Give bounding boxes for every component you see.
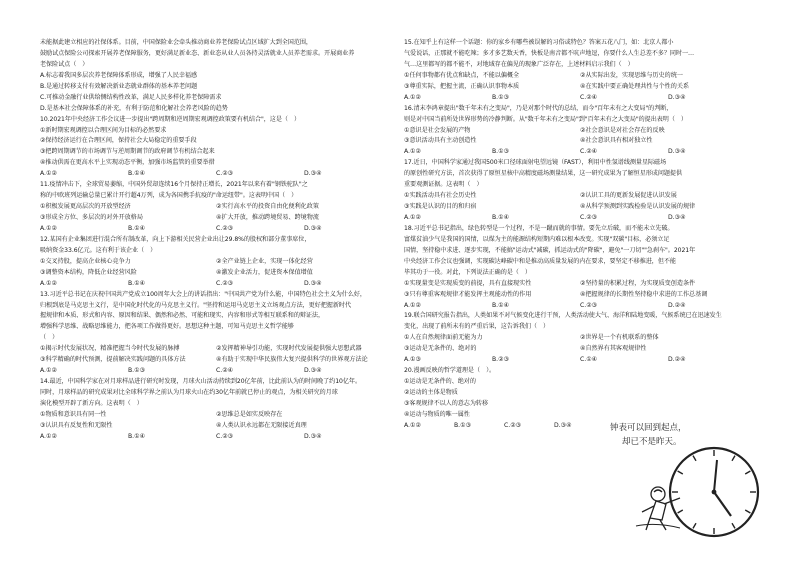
left-column <box>40 38 392 443</box>
choice: D.③④ <box>554 421 572 429</box>
statement: ②全产业链上企业，实现一体化经营 <box>216 257 313 265</box>
statement: ②世界是一个有机联系的整体 <box>580 334 659 342</box>
statement: ③尊重实际，把握主流，正确认识事物本质 <box>404 82 520 90</box>
statement: ③客观规律不以人的意志为转移 <box>404 399 488 407</box>
text-line: 气…这里都写的都不能不，对地域存在偏见的现象广泛存在，上述材料启示我们（ ） <box>404 60 634 68</box>
text-line: 富煤贫油少气是我国的国情，以煤为主的能源结构短期内难以根本改变。实现"双碳"目标，必须立足 <box>404 235 670 243</box>
q13-statements <box>40 355 392 366</box>
choice: D.③④ <box>304 432 322 440</box>
q10-options <box>40 169 392 180</box>
q14-statements <box>40 410 392 421</box>
question-19: 19.联合国研究报告指出，人类如果不对气候变化进行干预，人类活动使大气、海洋和陆地变暖，气候系统已在迅速发生 <box>404 312 722 320</box>
statement: ②发挥精神导引功能，实现时代发展提供强大思想武器 <box>216 345 362 353</box>
choice: A.①② <box>40 224 57 232</box>
text-line: 重要观测证据。这表明（ ） <box>404 181 483 189</box>
statement: ①物质和意识具有同一性 <box>40 410 107 418</box>
choice: A.①② <box>404 93 421 101</box>
question-10: 10.2021年中央经济工作会议进一步提出"跨周期和逆周期宏观调控政策要有机结合"，这是（ ） <box>40 115 301 123</box>
question-16: 16.清末李鸿章提出"数千年未有之变局"，乃是对那个时代的总结，而今"百年未有之大变局"的判断， <box>404 104 673 112</box>
choice: B.①④ <box>492 301 510 309</box>
statement: ③认识具有反复性和无限性 <box>40 421 113 429</box>
text-line: 变化，出现了前所未有的严重后果，这告诉我们（ ） <box>404 323 550 331</box>
statement: ④自然界有其客观规律性 <box>580 345 647 353</box>
choice: B.①③ <box>492 93 510 101</box>
q19-options <box>404 355 756 366</box>
statement: ①人在自然规律面前无能为力 <box>404 334 483 342</box>
statement: ④人类认识永远都在无限接近真理 <box>216 421 307 429</box>
choice: C.①④ <box>580 356 598 364</box>
choice: A.①② <box>40 170 57 178</box>
text-line: 同时，月球样品的研究成果对比全球科学界之前认为月球火山在约30亿年前就已停止的观点，为相关研究的月球 <box>40 389 338 396</box>
choice: C.②③ <box>216 224 234 232</box>
text-line: （ ） <box>40 334 59 342</box>
right-column <box>404 38 756 432</box>
option-a: A.标志着我国多层次养老保障体系形成，增强了人民幸福感 <box>40 71 197 79</box>
question-20: 20.漫画反映的哲学道理是（ ）。 <box>404 367 496 375</box>
question-14: 14.最近，中国科学家在对月球样品进行研究时发现，月球火山活动持续到20亿年前，比此前认为的时间晚了约10亿年。 <box>40 378 361 386</box>
question-13: 13.习近平总书记在庆祝中国共产党成立100周年大会上的讲话指出："中国共产党为什么能，中国特色社会主义为什么好， <box>40 290 366 298</box>
cartoon <box>596 418 776 538</box>
statement: ③把跨周期调节的市场调节与逆周期调节的政府调节有机结合起来 <box>40 148 215 156</box>
q19-statements <box>404 333 756 344</box>
cartoon-caption-line2: 却已不是昨天。 <box>622 437 682 447</box>
statement: ②运动的主体是物质 <box>404 389 458 396</box>
choice: B.①④ <box>128 170 146 178</box>
choice: A.①② <box>404 214 421 221</box>
text-line: 未能据此建立相应的社保体系。目前，中国保险业会牵头推动商业养老保险试点区域扩大到全国范围， <box>40 39 312 46</box>
statement: ④把握规律的长期性坚持稳中求进的工作总基调 <box>580 290 708 298</box>
q11-statements <box>40 213 392 224</box>
choice: C.②④ <box>216 367 234 375</box>
choice: C.②③ <box>580 301 598 309</box>
text-line: 归根到底是马克思主义行，是中国化时代化的马克思主义行。"坚持和运用马克思主义立场观点方法，更好把握新时代 <box>40 301 351 309</box>
choice: B.①③ <box>454 421 472 429</box>
choice: D.③④ <box>304 279 322 287</box>
cartoon-caption-line1: 钟表可以回到起点， <box>610 423 687 433</box>
statement: ④推动供需在更高水平上实现动态平衡，加强市场监管的重要举措 <box>40 159 215 167</box>
choice: A.①③ <box>404 356 421 364</box>
choice: A.①② <box>40 432 57 440</box>
text-line: 老保险试点（ ） <box>40 60 89 68</box>
statement: ③只有尊重客观规律才能发挥主观能动性的作用 <box>404 290 532 298</box>
q18-options <box>404 301 756 312</box>
statement: ③实践是认识的目的和归宿 <box>404 203 477 211</box>
choice: D.③④ <box>668 93 686 101</box>
text-line: 中央经济工作会议也强调，实现碳达峰碳中和是推动高质量发展的内在要求，要坚定不移推进，但不能 <box>404 257 676 265</box>
option-c: C.可推动金融行业供给侧结构性改革，满足人民多样化养老保障需求 <box>40 93 222 101</box>
text-line: 鼓励试点保险公司探索开展养老保障服务，更好满足新业态、新业态从业人员各持灵活就业人员养老需求。开展商业养 <box>40 49 355 57</box>
choice: D.③④ <box>304 367 322 375</box>
statement: ①揭示时代发展状况，精准把握当今时代发展的脉搏 <box>40 345 180 353</box>
choice: B.①③ <box>492 148 510 156</box>
statement: ④扩大开放，推动跨境贸易、跨境物流 <box>216 214 319 221</box>
text-line: 气爱说话，正那就不能吃辣；多才多艺数天香，快板是南音都不吭声地逗，你要什么人生总差不多？同时一… <box>404 49 695 57</box>
choice: B.①④ <box>492 214 510 221</box>
choice: D.②④ <box>668 356 686 364</box>
q14-statements <box>40 421 392 432</box>
statement: ④运动与物质的唯一属性 <box>404 410 470 418</box>
q18-statements <box>404 290 756 301</box>
choice: A.①② <box>40 367 57 375</box>
statement: ①实践活动具有社会历史性 <box>404 192 477 200</box>
statement: ④在实践中要正确处理共性与个性的关系 <box>580 82 690 90</box>
statement: ①交叉持股，提高企业核心竞争力 <box>40 257 131 265</box>
statement: ③调整资本结构，降低企业经营风险 <box>40 268 137 276</box>
statement: ③运动是无条件的、绝对的 <box>404 345 477 353</box>
choice: A.①② <box>404 148 421 156</box>
text-line: 毕其功于一役。对此，下列说法正确的是（ ） <box>404 268 531 276</box>
q13-statements <box>40 344 392 355</box>
q16-statements <box>404 136 756 147</box>
option-b: B.是通过转移支付有效解决新业态就业群体的基本养老问题 <box>40 82 198 90</box>
text-line: 增强科学思维、战略思维能力，把各项工作做得更好。思想这种主题，可知马克思主义哲学能够 <box>40 323 294 331</box>
q12-options <box>40 279 392 290</box>
question-12: 12.某国有企业集团进行混合所有制改革，向上下游相关民营企业出让29.8%的股权和部分董事席位， <box>40 235 311 243</box>
q16-statements <box>404 126 756 137</box>
text-line: 则是对中国当前所处世界形势的冷静判断。从"数千年未有之变局"到"百年未有之大变局"的提出表明（ ） <box>404 115 687 123</box>
text-line: 称的中欧班列运输总量已累计开行超4万列，成为各国携手抗疫的"命运纽带"。这表明中国（ ） <box>40 192 298 200</box>
option-d: D.是基本社会保障体系的补充，有利于防范和化解社会养老风险的趋势 <box>40 104 228 112</box>
q14-options <box>40 432 392 443</box>
q17-statements <box>404 202 756 213</box>
choice: B.①④ <box>128 224 146 232</box>
statement: ①新时期宏观调控以合理区间为目标的必然要求 <box>40 126 167 134</box>
statement: ①积极发展更高层次的开放型经济 <box>40 203 131 211</box>
choice: C.②③ <box>504 421 522 429</box>
q11-options <box>40 224 392 235</box>
choice: B.①④ <box>128 279 146 287</box>
choice: D.③④ <box>304 224 322 232</box>
statement: ①运动是无条件的、绝对的 <box>404 378 476 386</box>
choice: B.②③ <box>492 356 510 364</box>
q18-statements <box>404 279 756 290</box>
text-line: 的原创性研究方法，首次获得了原恒星核中高精度磁场测量结果，这一研究成果为了解恒星形成问题提供 <box>404 170 683 178</box>
question-15: 15.在知乎上有这样一个话题：你的家乡有哪些被误解的习俗或特色？答案五花八门，如：北京人都小 <box>404 39 674 46</box>
statement: ②社会意识是对社会存在的反映 <box>580 126 665 134</box>
statement: ①实现量变是实现质变的前提，具有直接现实性 <box>404 279 532 287</box>
question-11: 11.疫情冲击下，全球贸易萎缩，中国外贸却连续16个月保持正增长，2021年以来有着"钢铁驼队"之 <box>40 181 308 189</box>
statement: ③形成全方位、多层次的对外开放格局 <box>40 214 143 221</box>
q15-options <box>404 93 756 104</box>
text-line: 吸纳资金33.6亿元。这有利于该企业（ ） <box>40 246 157 254</box>
statement: ④激发企业活力，促进资本保值增值 <box>216 268 313 276</box>
statement: ③科学精确的时代预测，提前解决实践问题的具体方法 <box>40 356 186 364</box>
question-17: 17.近日，中国科学家通过我国500米口径球面射电望远镜（FAST），利用中性氢谱线测量星际磁场 <box>404 159 667 167</box>
choice: A.①② <box>404 301 421 309</box>
choice: D.③④ <box>668 148 686 156</box>
choice: D.③④ <box>304 170 322 178</box>
statement: ①意识是社会发展的产物 <box>404 126 471 134</box>
statement: ②思维总是如实反映存在 <box>216 410 283 418</box>
q20-options <box>404 421 604 432</box>
text-line: 国情，坚持稳中求进、逐步实现，不能搞"运动式"减碳，抓运动式的"降碳"，避免"一刀切""急刹车"。2021年 <box>404 246 696 254</box>
statement: ②保持经济运行在合理区间，保持社会大局稳定的重要手段 <box>40 137 197 145</box>
statement: ④有助于实现中华民族伟大复兴提供科学的世界观方法论 <box>216 356 368 364</box>
text-line: 握规律和本质、形式和内容、原因和结果、偶然和必然、可能和现实、内容和形式等相互联系和的辩证法， <box>40 312 325 320</box>
choice: C.②④ <box>580 148 598 156</box>
choice: C.②③ <box>580 214 598 221</box>
statement: ④从科学预测到实践检验是认识发展的规律 <box>580 203 696 211</box>
choice: B.①③ <box>128 367 146 375</box>
statement: ①任何事物都有优点和缺点，不能以偏概全 <box>404 71 520 79</box>
q16-options <box>404 147 756 158</box>
q19-statements <box>404 344 756 355</box>
statement: ②实行高水平的投资自由化便利化政策 <box>216 203 319 211</box>
choice: C.②③ <box>216 279 234 287</box>
q17-options <box>404 213 756 224</box>
choice: D.②④ <box>668 301 686 309</box>
choice: A.①② <box>40 279 57 287</box>
q11-statements <box>40 202 392 213</box>
choice: A.①② <box>404 421 421 429</box>
statement: ②坚持量的积累过程，为实现质变创造条件 <box>580 279 696 287</box>
q15-statements <box>404 82 756 93</box>
choice: B.①④ <box>128 432 146 440</box>
statement: ④社会意识具有相对独立性 <box>580 137 653 145</box>
q12-statements <box>40 268 392 279</box>
choice: C.②③ <box>216 432 234 440</box>
statement: ②认识工具的更新发展促进认识发展 <box>580 192 677 200</box>
q13-options <box>40 366 392 377</box>
text-line: 演化模型开辟了新方向。这表明（ ） <box>40 399 143 407</box>
q12-statements <box>40 257 392 268</box>
choice: C.②③ <box>216 170 234 178</box>
statement: ②从实际出发，实现思维与历史的统一 <box>580 71 683 79</box>
q17-statements <box>404 191 756 202</box>
q15-statements <box>404 71 756 82</box>
question-18: 18.习近平总书记指出，绿色转型是一个过程，不是一蹴而就的事情。要先立后破，而不能未立先破。 <box>404 224 674 232</box>
choice: C.②④ <box>580 93 598 101</box>
statement: ③意识活动具有主动创造性 <box>404 137 477 145</box>
choice: D.③④ <box>668 214 686 221</box>
